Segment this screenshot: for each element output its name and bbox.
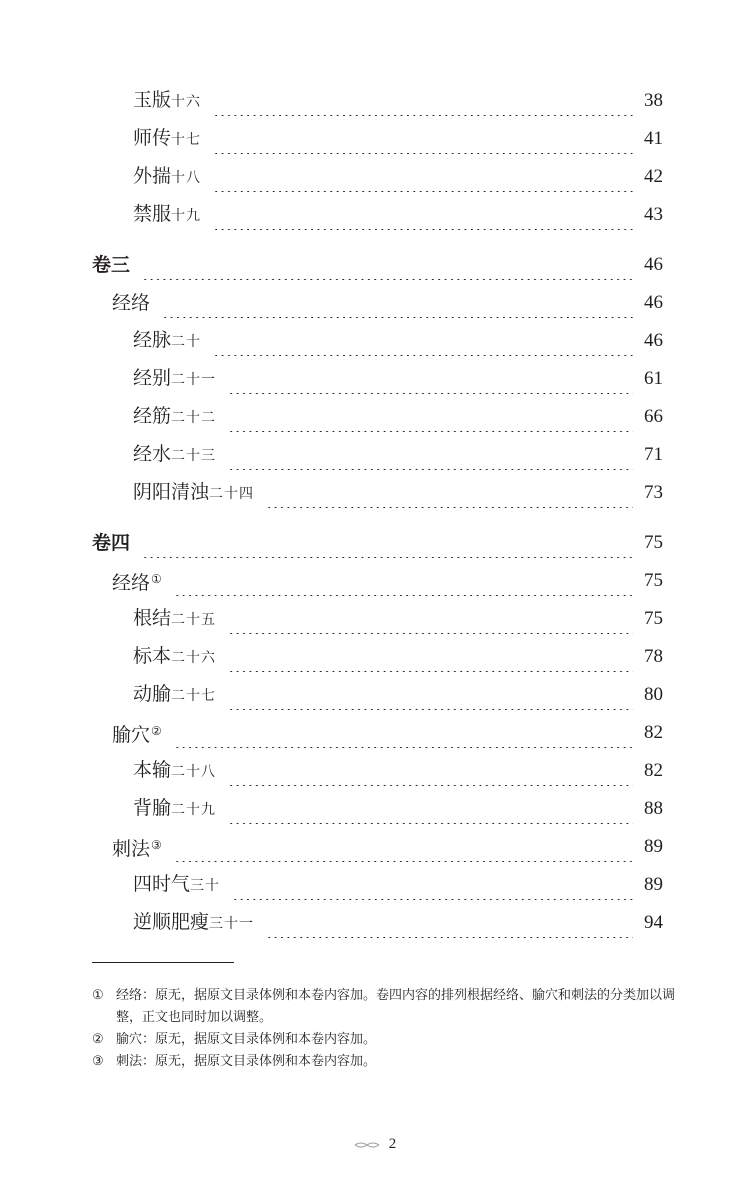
toc-title-text: 刺法 bbox=[112, 838, 151, 860]
toc-entry bbox=[133, 86, 663, 116]
ornament-icon bbox=[354, 1140, 380, 1150]
dot-leader bbox=[174, 566, 633, 596]
toc-entry-title bbox=[112, 716, 162, 750]
toc-page-number: 43 bbox=[644, 204, 663, 225]
toc-title-text: 动腧 bbox=[133, 683, 172, 705]
toc-entry bbox=[133, 364, 663, 394]
dot-leader bbox=[228, 642, 633, 672]
toc-page-number: 61 bbox=[644, 368, 663, 389]
dot-leader bbox=[162, 288, 633, 318]
toc-chapter-number: 十六 bbox=[171, 94, 202, 110]
toc-entry bbox=[112, 288, 663, 318]
toc-entry-title bbox=[92, 250, 130, 280]
toc-entry bbox=[133, 440, 663, 470]
toc-page-number: 38 bbox=[644, 90, 663, 111]
dot-leader bbox=[213, 326, 633, 356]
toc-entry-title bbox=[133, 363, 216, 395]
toc-title-text: 经别 bbox=[133, 367, 172, 389]
toc-chapter-number: 二十五 bbox=[171, 612, 217, 628]
toc-title-text: 禁服 bbox=[133, 203, 172, 225]
toc-title-text: 经络 bbox=[112, 572, 151, 594]
toc-title-text: 玉版 bbox=[133, 89, 172, 111]
toc-chapter-number: 二十二 bbox=[171, 410, 217, 426]
toc-entry bbox=[133, 402, 663, 432]
toc-page-number: 46 bbox=[644, 292, 663, 313]
toc-title-text: 标本 bbox=[133, 645, 172, 667]
toc-entry bbox=[133, 908, 663, 938]
toc-page-number: 71 bbox=[644, 444, 663, 465]
dot-leader bbox=[228, 680, 633, 710]
toc-entry-title bbox=[133, 679, 216, 711]
toc-entry-title bbox=[133, 85, 201, 117]
toc-entry bbox=[133, 478, 663, 508]
toc-chapter-number: 三十 bbox=[190, 878, 221, 894]
toc-entry bbox=[133, 870, 663, 900]
dot-leader bbox=[228, 402, 633, 432]
dot-leader bbox=[228, 364, 633, 394]
toc-title-text: 根结 bbox=[133, 607, 172, 629]
toc-page-number: 73 bbox=[644, 482, 663, 503]
toc-entry-title bbox=[92, 528, 130, 558]
toc-title-text: 经脉 bbox=[133, 329, 172, 351]
footnote-divider bbox=[92, 962, 234, 963]
toc-entry-title bbox=[112, 288, 150, 318]
toc-page-number: 88 bbox=[644, 798, 663, 819]
footnotes bbox=[92, 985, 682, 1073]
dot-leader bbox=[228, 440, 633, 470]
footnote-2 bbox=[92, 1029, 682, 1051]
toc-page-number: 89 bbox=[644, 836, 663, 857]
toc-entry bbox=[112, 718, 663, 748]
toc-chapter-number: 二十六 bbox=[171, 650, 217, 666]
dot-leader bbox=[213, 200, 633, 230]
toc-page-number: 41 bbox=[644, 128, 663, 149]
toc-entry-title bbox=[133, 793, 216, 825]
toc-page-number: 82 bbox=[644, 760, 663, 781]
toc-title-text: 外揣 bbox=[133, 165, 172, 187]
toc-title-text: 卷三 bbox=[92, 254, 131, 276]
toc-entry-title bbox=[133, 401, 216, 433]
footnote-3 bbox=[92, 1051, 682, 1073]
dot-leader bbox=[174, 718, 633, 748]
toc-page-number: 75 bbox=[644, 608, 663, 629]
dot-leader bbox=[213, 124, 633, 154]
toc-page-number: 75 bbox=[644, 570, 663, 591]
toc-title-text: 背腧 bbox=[133, 797, 172, 819]
toc-title-text: 本输 bbox=[133, 759, 172, 781]
toc-entry-title bbox=[133, 123, 201, 155]
toc-entry bbox=[133, 756, 663, 786]
toc-entry-title bbox=[133, 755, 216, 787]
toc-entry-title bbox=[112, 830, 162, 864]
toc-entry bbox=[133, 604, 663, 634]
toc-entry-title bbox=[133, 439, 216, 471]
dot-leader bbox=[213, 86, 633, 116]
toc-entry-title bbox=[133, 603, 216, 635]
dot-leader bbox=[213, 162, 633, 192]
page-footer bbox=[0, 1134, 750, 1153]
footnote-mark: ③ bbox=[92, 1054, 104, 1069]
dot-leader bbox=[174, 832, 633, 862]
toc-chapter-number: 二十 bbox=[171, 334, 202, 350]
toc-entry bbox=[133, 162, 663, 192]
footnote-text: 刺法：原无，据原文目录体例和本卷内容加。 bbox=[116, 1054, 377, 1069]
toc-chapter-number: 二十三 bbox=[171, 448, 217, 464]
dot-leader bbox=[228, 756, 633, 786]
footnote-reference: ① bbox=[151, 572, 162, 586]
toc-chapter-number: 十七 bbox=[171, 132, 202, 148]
dot-leader bbox=[232, 870, 633, 900]
toc-page-number: 66 bbox=[644, 406, 663, 427]
page-number: 2 bbox=[388, 1136, 397, 1152]
toc-title-text: 卷四 bbox=[92, 532, 131, 554]
toc-chapter-number: 二十八 bbox=[171, 764, 217, 780]
toc-title-text: 经筋 bbox=[133, 405, 172, 427]
toc-title-text: 经水 bbox=[133, 443, 172, 465]
dot-leader bbox=[266, 478, 633, 508]
toc-chapter-number: 二十七 bbox=[171, 688, 217, 704]
toc-entry-title bbox=[133, 199, 201, 231]
footnote-mark: ② bbox=[92, 1032, 104, 1047]
toc-title-text: 腧穴 bbox=[112, 724, 151, 746]
toc-chapter-number: 二十九 bbox=[171, 802, 217, 818]
footnote-reference: ③ bbox=[151, 838, 162, 852]
toc-entry bbox=[112, 832, 663, 862]
toc-entry bbox=[133, 326, 663, 356]
dot-leader bbox=[228, 794, 633, 824]
dot-leader bbox=[228, 604, 633, 634]
toc-page-number: 42 bbox=[644, 166, 663, 187]
footnote-reference: ② bbox=[151, 724, 162, 738]
toc-entry bbox=[92, 528, 663, 558]
toc-title-text: 师传 bbox=[133, 127, 172, 149]
toc-entry-title bbox=[133, 161, 201, 193]
toc-page-number: 46 bbox=[644, 330, 663, 351]
toc-entry bbox=[133, 642, 663, 672]
toc-chapter-number: 三十一 bbox=[209, 916, 255, 932]
toc-title-text: 阴阳清浊 bbox=[133, 481, 210, 503]
dot-leader bbox=[142, 250, 633, 280]
toc-page-number: 75 bbox=[644, 532, 663, 553]
toc-chapter-number: 十八 bbox=[171, 170, 202, 186]
toc-chapter-number: 十九 bbox=[171, 208, 202, 224]
footnote-mark: ① bbox=[92, 988, 104, 1003]
toc-entry-title bbox=[133, 477, 254, 509]
toc-title-text: 逆顺肥瘦 bbox=[133, 911, 210, 933]
toc-page-number: 82 bbox=[644, 722, 663, 743]
dot-leader bbox=[266, 908, 633, 938]
toc-page-number: 94 bbox=[644, 912, 663, 933]
toc-entry bbox=[133, 794, 663, 824]
toc-entry bbox=[112, 566, 663, 596]
toc-chapter-number: 二十四 bbox=[209, 486, 255, 502]
footnote-text: 经络：原无，据原文目录体例和本卷内容加。卷四内容的排列根据经络、腧穴和刺法的分类加以调整，正文也同时加以调整。 bbox=[116, 988, 676, 1025]
toc-page-number: 46 bbox=[644, 254, 663, 275]
toc-entry-title bbox=[133, 869, 220, 901]
toc-entry-title bbox=[112, 564, 162, 598]
toc-entry bbox=[133, 680, 663, 710]
toc-entry-title bbox=[133, 907, 254, 939]
footnote-1 bbox=[92, 985, 682, 1029]
toc-entry-title bbox=[133, 325, 201, 357]
toc-page-number: 89 bbox=[644, 874, 663, 895]
toc-entry bbox=[92, 250, 663, 280]
toc-title-text: 经络 bbox=[112, 292, 151, 314]
toc-entry bbox=[133, 124, 663, 154]
toc-entry-title bbox=[133, 641, 216, 673]
toc-page-number: 78 bbox=[644, 646, 663, 667]
toc-chapter-number: 二十一 bbox=[171, 372, 217, 388]
footnote-text: 腧穴：原无，据原文目录体例和本卷内容加。 bbox=[116, 1032, 377, 1047]
toc-entry bbox=[133, 200, 663, 230]
toc-title-text: 四时气 bbox=[133, 873, 191, 895]
dot-leader bbox=[142, 528, 633, 558]
toc-page-number: 80 bbox=[644, 684, 663, 705]
